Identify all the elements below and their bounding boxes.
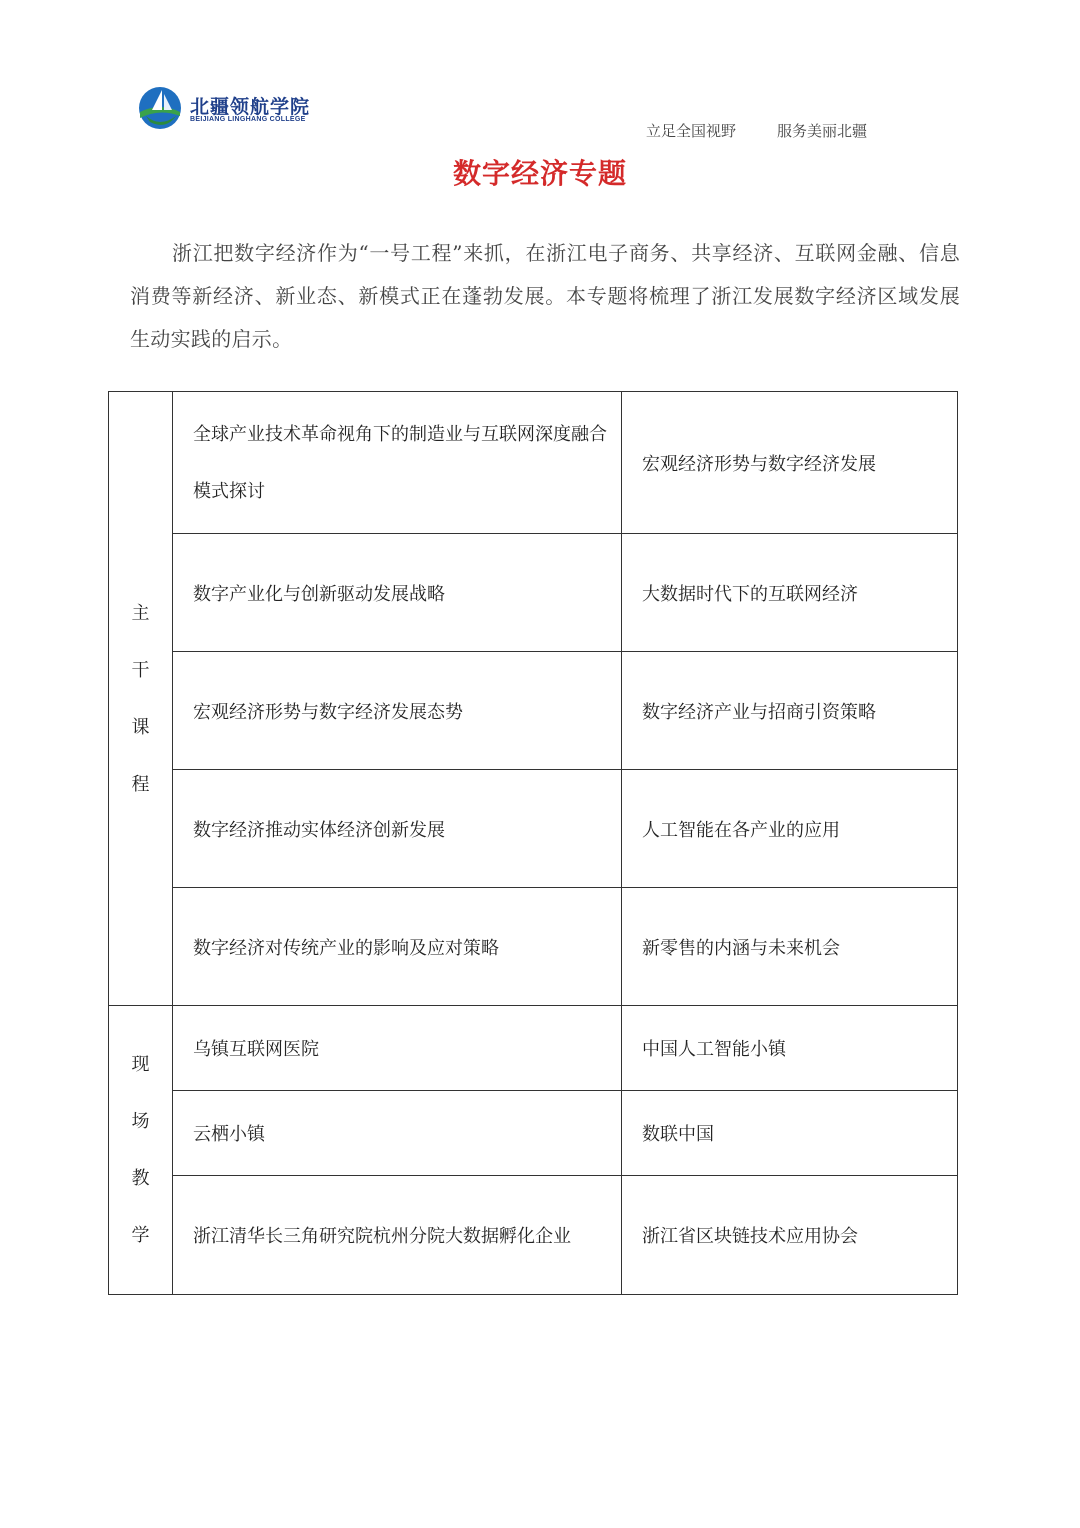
course-cell xyxy=(622,392,958,534)
page-title: 数字经济专题 xyxy=(452,157,627,190)
course-cell xyxy=(622,534,958,652)
table-row xyxy=(109,770,958,888)
course-name: 数字经济推动实体经济创新发展 xyxy=(193,819,445,841)
table-row xyxy=(109,392,958,534)
site-name: 中国人工智能小镇 xyxy=(642,1039,786,1060)
category-label: 主干课程 xyxy=(131,602,150,795)
site-cell xyxy=(173,1176,622,1295)
site-cell xyxy=(173,1091,622,1176)
site-name: 浙江省区块链技术应用协会 xyxy=(642,1226,858,1247)
site-cell xyxy=(622,1091,958,1176)
site-name: 乌镇互联网医院 xyxy=(193,1039,319,1060)
course-name: 数字产业化与创新驱动发展战略 xyxy=(193,583,445,605)
site-name: 数联中国 xyxy=(642,1124,714,1145)
course-name: 新零售的内涵与未来机会 xyxy=(642,937,840,959)
table-row xyxy=(109,1091,958,1176)
logo-emblem-icon xyxy=(138,86,182,130)
site-cell xyxy=(622,1176,958,1295)
course-cell xyxy=(173,888,622,1006)
course-name: 数字经济对传统产业的影响及应对策略 xyxy=(193,937,499,959)
course-name: 宏观经济形势与数字经济发展态势 xyxy=(193,701,463,723)
table-row xyxy=(109,1176,958,1295)
site-name: 云栖小镇 xyxy=(193,1124,265,1145)
course-cell xyxy=(622,652,958,770)
course-cell xyxy=(622,888,958,1006)
category-label: 现场教学 xyxy=(131,1054,150,1246)
site-cell xyxy=(622,1006,958,1091)
site-name: 浙江清华长三角研究院杭州分院大数据孵化企业 xyxy=(193,1226,571,1247)
course-name: 大数据时代下的互联网经济 xyxy=(642,583,858,605)
college-logo xyxy=(138,86,338,132)
course-cell xyxy=(622,770,958,888)
course-name: 宏观经济形势与数字经济发展 xyxy=(642,453,876,475)
table-row xyxy=(109,888,958,1006)
table-row xyxy=(109,1006,958,1091)
slogan-right: 服务美丽北疆 xyxy=(777,122,868,140)
course-table xyxy=(108,391,958,1295)
table-row xyxy=(109,534,958,652)
course-name: 数字经济产业与招商引资策略 xyxy=(642,701,876,723)
category-cell xyxy=(109,392,173,1006)
course-name: 全球产业技术革命视角下的制造业与互联网深度融合模式探讨 xyxy=(193,423,607,502)
course-cell xyxy=(173,770,622,888)
category-cell xyxy=(109,1006,173,1295)
slogan-left: 立足全国视野 xyxy=(646,122,737,140)
course-cell xyxy=(173,652,622,770)
site-cell xyxy=(173,1006,622,1091)
table-row xyxy=(109,652,958,770)
logo-name-cn: 北疆领航学院 xyxy=(190,96,311,118)
intro-paragraph: 浙江把数字经济作为“一号工程”来抓，在浙江电子商务、共享经济、互联网金融、信息消费等新经济、新业态、新模式正在蓬勃发展。本专题将梳理了浙江发展数字经济区域发展生动实践的启示。 xyxy=(130,241,960,351)
logo-name-en: BEIJIANG LINGHANG COLLEGE xyxy=(190,116,306,123)
course-cell xyxy=(173,534,622,652)
course-cell xyxy=(173,392,622,534)
course-name: 人工智能在各产业的应用 xyxy=(642,819,840,841)
